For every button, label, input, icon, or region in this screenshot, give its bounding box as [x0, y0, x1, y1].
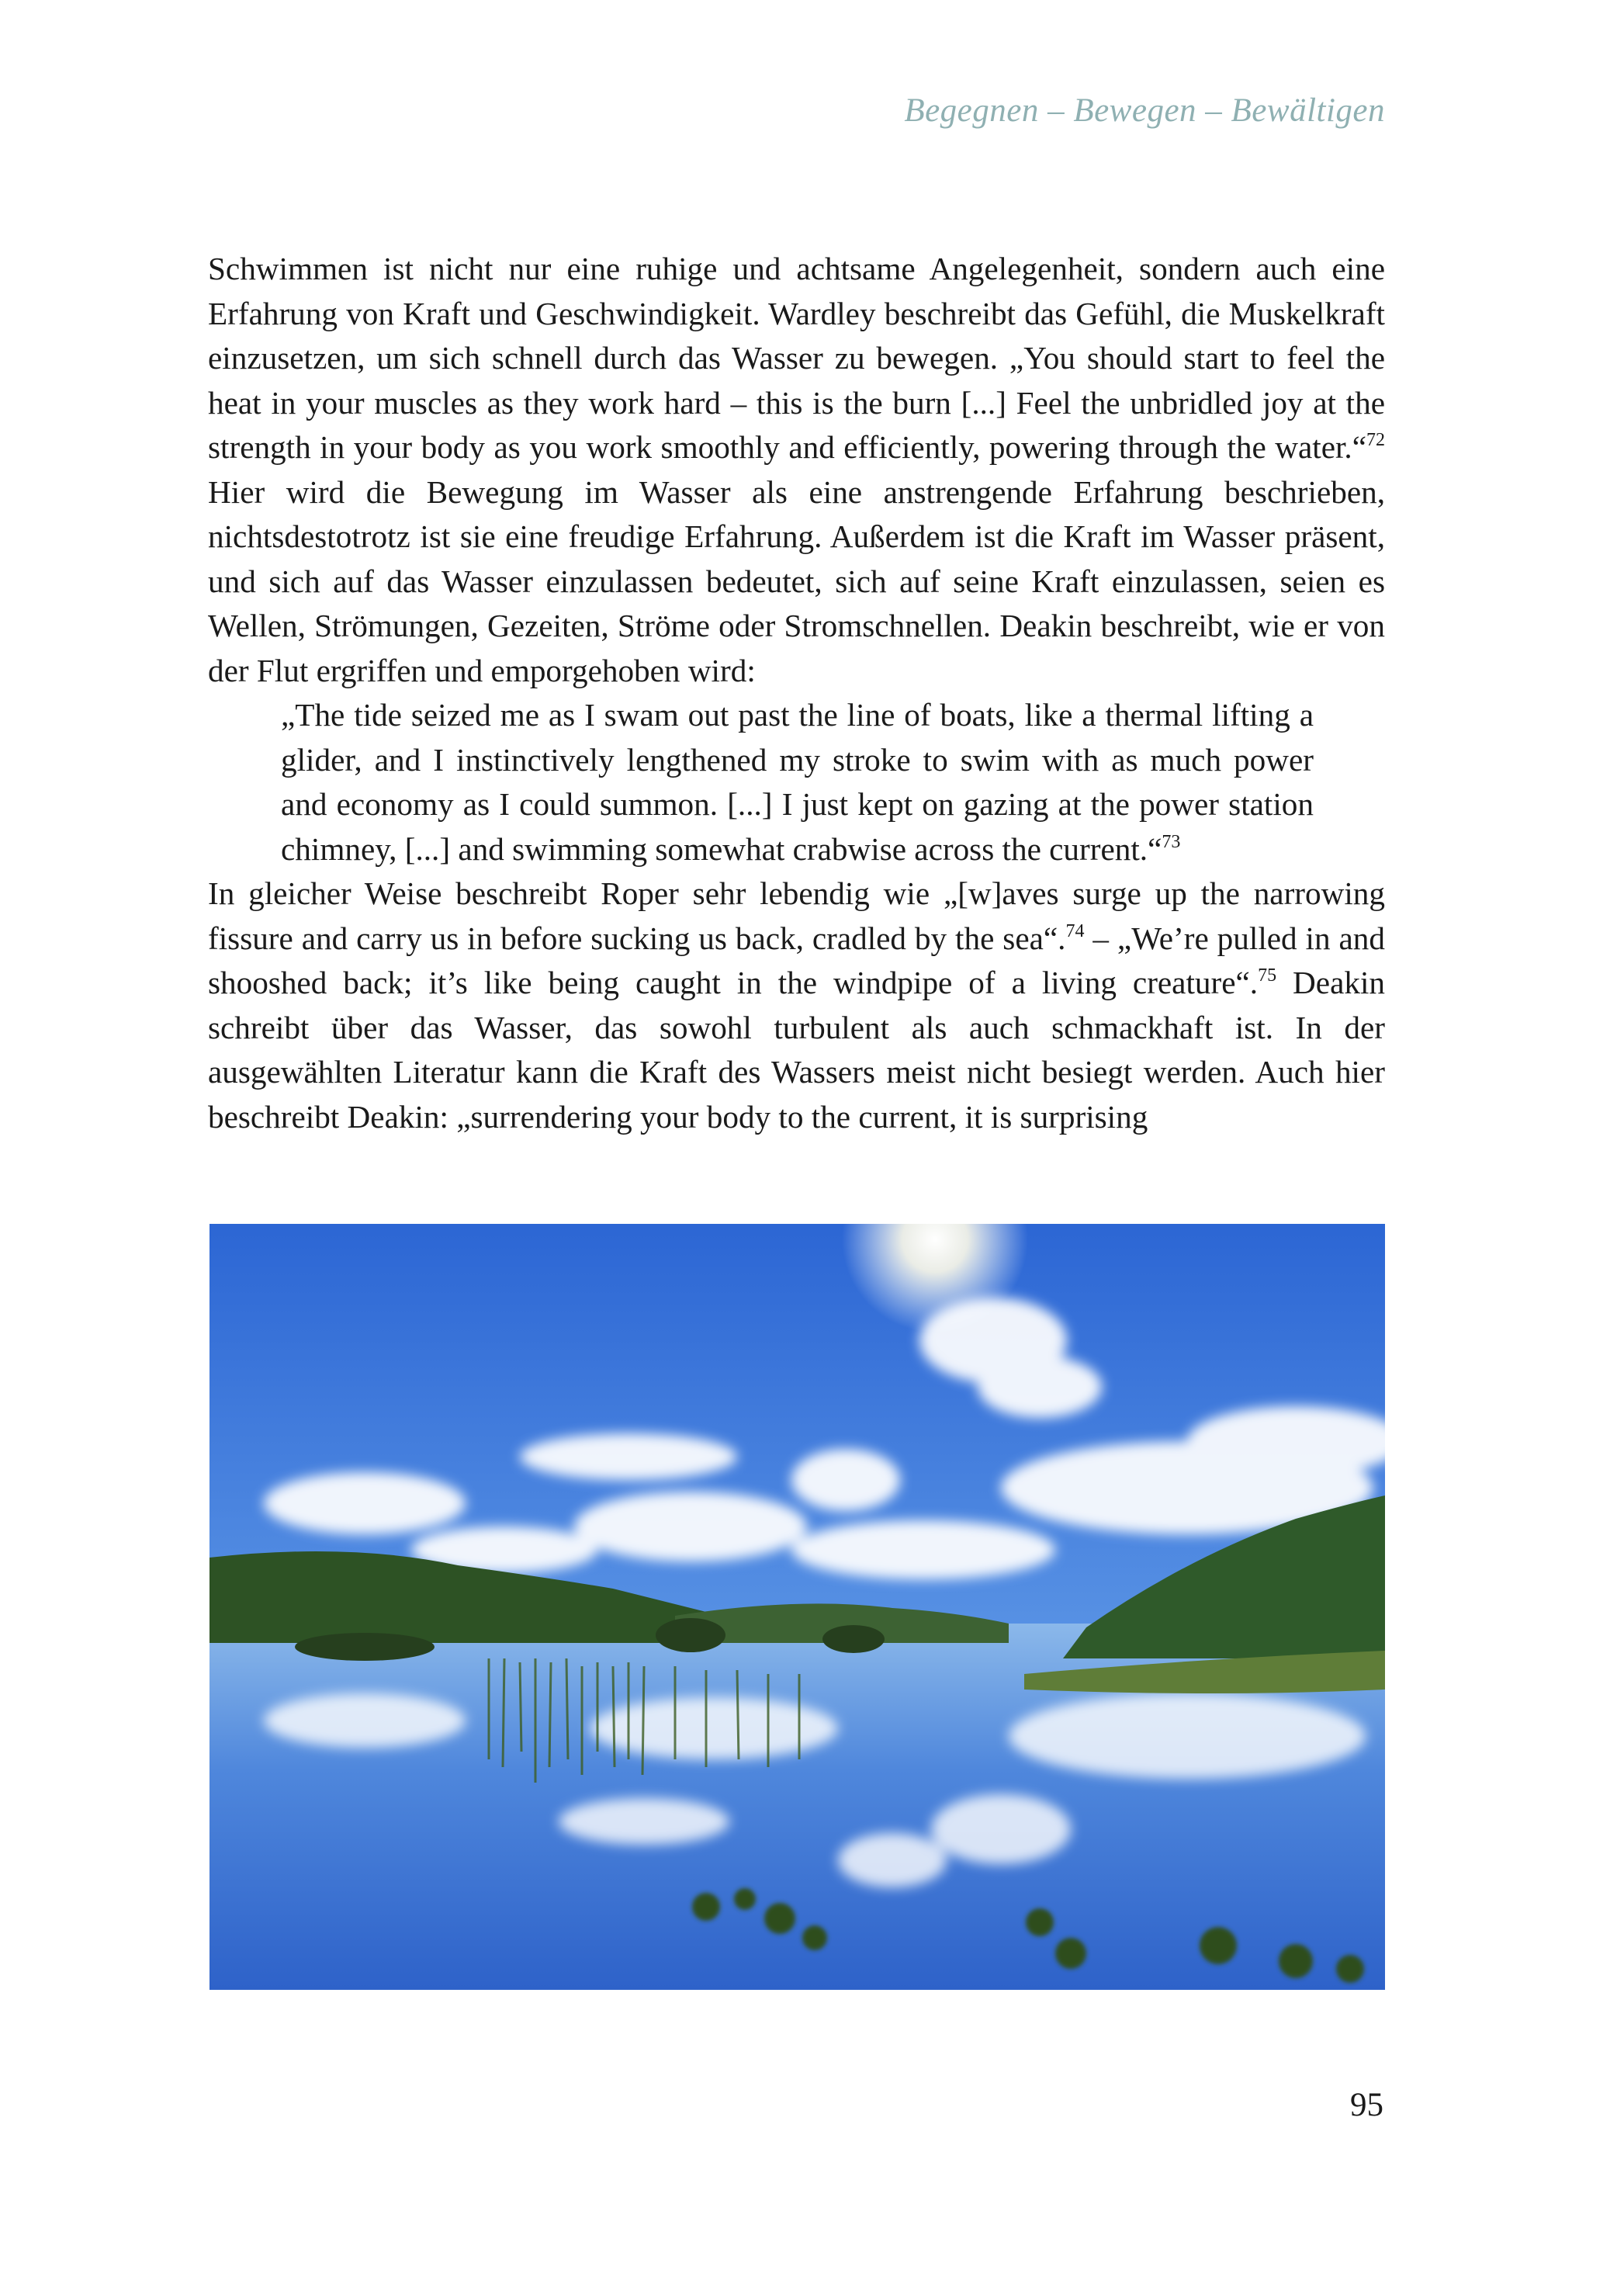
paragraph-2: [208, 872, 1385, 1139]
body-text: [208, 247, 1385, 1139]
quote-text: „The tide seized me as I swam out past the line of boats, like a thermal lifting a glider, and I instinctively lengthened my stroke to swim with as much power and economy as I could summon. [...] I just kept on gazing at the power station chimney, [...] and swimming somewhat crabwise across the current.“: [281, 697, 1314, 867]
paragraph-2-text-b: – „We’re pulled in and shooshed back; it’s like being caught in the windpipe of a living creature“.: [208, 920, 1385, 1000]
block-quote: [281, 693, 1314, 872]
paragraph-2-text-c: Deakin schreibt über das Wasser, das sowohl turbulent als auch schmackhaft ist. In der ausgewählten Literatur kann die Kraft des Wassers meist nicht besiegt werden. Auch hier beschreibt Deakin: „surrendering your body to the current, it is surprising: [208, 965, 1385, 1135]
running-head: Begegnen – Bewegen – Bewältigen: [904, 92, 1385, 129]
paragraph-1: [208, 247, 1385, 693]
paragraph-2-text-a: In gleicher Weise beschreibt Roper sehr lebendig wie „[w]aves surge up the narrowing fissure and carry us in before sucking us back, cradled by the sea“.: [208, 875, 1385, 956]
footnote-ref-73[interactable]: 73: [1162, 831, 1181, 852]
page-number: 95: [1350, 2087, 1383, 2123]
footnote-ref-72[interactable]: 72: [1366, 430, 1385, 450]
paragraph-1-text-a: Schwimmen ist nicht nur eine ruhige und achtsame Angelegenheit, sondern auch eine Erfahrung von Kraft und Geschwindigkeit. Wardley beschreibt das Gefühl, die Muskelkraft einzusetzen, um sich schnell durch das Wasser zu bewegen. „You should start to feel the heat in your muscles as they work hard – this is the burn [...] Feel the unbridled joy at the strength in your body as you work smoothly and efficiently, powering through the water.“: [208, 251, 1385, 465]
footnote-ref-74[interactable]: 74: [1065, 920, 1085, 941]
lake-photo: [209, 1224, 1385, 1990]
paragraph-1-text-b: Hier wird die Bewegung im Wasser als eine anstrengende Erfahrung beschrieben, nichtsdestotrotz ist sie eine freudige Erfahrung. Außerdem ist die Kraft im Wasser präsent, und sich auf das Wasser einzulassen bedeutet, sich auf seine Kraft einzulassen, seien es Wellen, Strömungen, Gezeiten, Ströme oder Stromschnellen. Deakin beschreibt, wie er von der Flut ergriffen und emporgehoben wird:: [208, 473, 1385, 688]
footnote-ref-75[interactable]: 75: [1258, 965, 1277, 986]
